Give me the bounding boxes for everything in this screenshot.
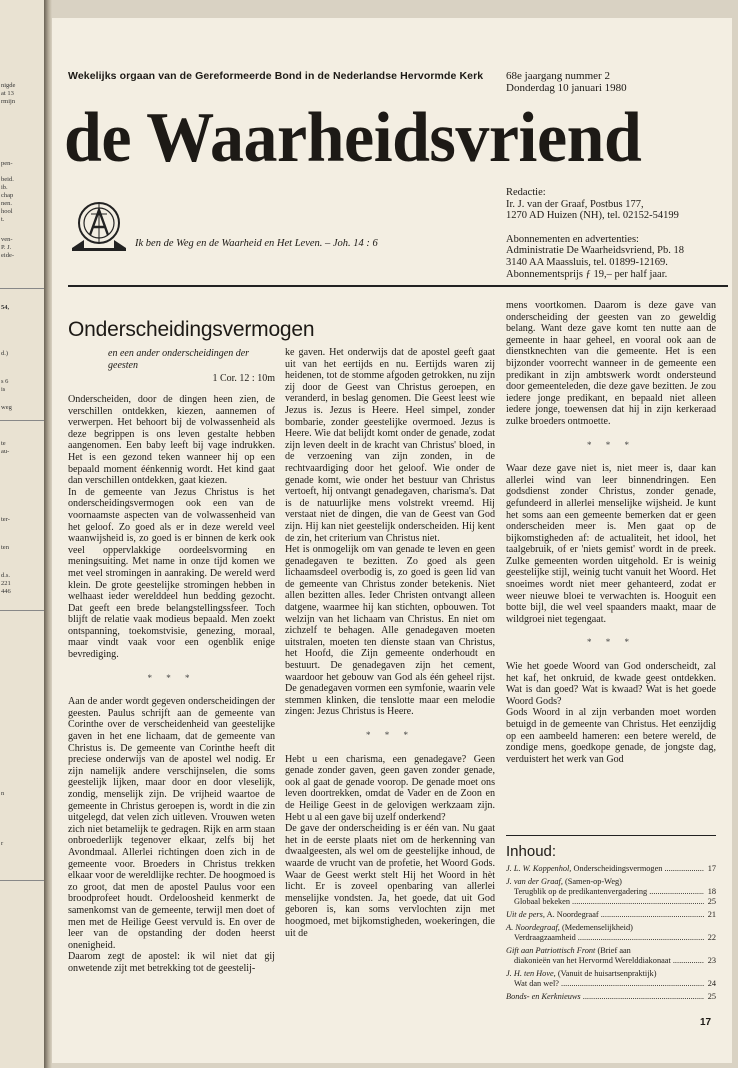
toc-page xyxy=(704,923,716,933)
prev-text-fragment: nen. xyxy=(1,200,13,207)
book-gutter xyxy=(44,0,52,1068)
section-separator: * * * xyxy=(587,439,635,450)
motto: Ik ben de Weg en de Waarheid en Het Leven. – Joh. 14 : 6 xyxy=(135,238,378,249)
toc-entry-title: Verdraagzaamheid ..... xyxy=(514,933,704,943)
redaction-line: Ir. J. van der Graaf, Postbus 177, xyxy=(506,198,644,210)
redaction-label: Redactie: xyxy=(506,187,546,198)
toc-page xyxy=(704,946,716,956)
prev-rule xyxy=(0,288,44,289)
paragraph: Onderscheiden, door de dingen heen zien, de verschillen ontdekken, kiezen, aannemen of verwerpen. Het behoort bij de volwassenheid als deze begrippen is ons leven gestalte hebben aangenomen. Een baby leeft bij vage indrukken. Het is een gezond teken wanneer hij op een bepaald moment éénkennig wordt. Het kind gaat dan verschillen ontdekken, gaat kiezen. xyxy=(68,394,275,487)
paragraph: Waar deze gave niet is, niet meer is, daar kan allerlei wind van leer binnendringen. Een godsdienst zonder Christus, zonder genade, gefundeerd in allerlei menselijke wijsheid. Je kunt het soms aan een gemeente bemerken dat er geen onderscheiden meer is. Men gaat op de bijkomstigheden af: de actualiteit, het idool, het taalgebruik, of er 'niets gemist' wordt in de preek. Zulke gemeenten worden uitgehold. Er is weinig geestelijke stijl, weinig tucht vanuit het Woord. Het snoeimes wordt niet meer gehanteerd, zodat er weer nieuwe bloei te verwachten is. Hooguit een botte bijl, die wel veel spaanders maakt, maar de wildgroei niet tegengaat. xyxy=(506,463,716,625)
prev-text-fragment: d.s. xyxy=(1,572,11,579)
article-column-1 xyxy=(68,394,275,975)
toc-entry-title: (Brief aan xyxy=(597,946,631,955)
section-separator: * * * xyxy=(366,730,414,740)
article-subtitle: en een ander onderscheidingen der geesten xyxy=(108,348,250,371)
toc-entry-title: Terugblik op de predikantenvergadering ..... xyxy=(514,887,704,897)
prev-rule xyxy=(0,420,44,421)
paragraph: Wie het goede Woord van God onderscheidt, zal het kaf, het onkruid, de kwade geest ontdekken. Wat is dan goed? Wat is kwaad? Wat is het goede Woord Gods? xyxy=(506,661,716,707)
toc-author: Gift aan Patriottisch Front xyxy=(506,946,596,955)
toc-entry-title: (Medemenselijkheid) xyxy=(561,923,633,932)
article-title: Onderscheidingsvermogen xyxy=(68,318,315,341)
paragraph: Aan de ander wordt gegeven onderscheidingen der geesten. Paulus schrijft aan de gemeente van Corinthe over de verscheidenheid van geestelijke gaven in het ene lichaam, dat de gemeente van Christus is. De gemeente van Corinthe heeft dit preciese onderwijs van de apostel wel nodig. Er zijn namelijk andere verschijnselen, die soms geestelijk lijken, maar door en door vleselijk, zondig, menselijk zijn. De vrijheid waartoe de gemeente in Christus geroepen is, wordt in die zin uitgelegd, dat velen zich uitleven. Vrouwen weten zich niet betamelijk te gedragen. Rijk en arm staan onbroederlijk tegenover elkaar, zelfs bij het Avondmaal. Allerlei richtingen doen zich in de gemeente voor. Broeders in Christus trekken elkaar voor de wereldlijke rechter. De hoogmoed is zo groot, dat men de apostel Paulus voor een broodprofeet houdt. Ordeloosheid kenmerkt de samenkomst van de gemeente, terwijl men doet of men met de Heilige Geest vervuld is. En over de leer van de opstanding der doden heerst onenigheid. xyxy=(68,696,275,951)
paragraph: Het is onmogelijk om van genade te leven en geen genadegaven te bezitten. Zo goed als geen lichaamsdeel overbodig is, zo goed is geen lid van de gemeente van Christus zonder betekenis. Niet allen bezitten alles. Ieder Christen ontvangt alleen datgene, waarmee hij kan stichten, opbouwen. Tot welzijn van het lichaam van Christus. En niet om zichzelf te behagen. Alle genadegaven moeten uitstralen, moeten ten dienste staan van Christus, het Hoofd, die Zijn gemeente onderhoudt en bestuurt. De genadegaven zijn het cement, waardoor het gebouw van God als één geheel rijst. De genadegaven vormen een symfonie, waarin vele stemmen klinken, die tenslotte maar een melodie zingen: Jezus Christus is Heere. xyxy=(285,544,495,718)
paragraph: De gave der onderscheiding is er één van. Nu gaat het in de eerste plaats niet om de herkenning van dwaalgeesten, als wel om de geestelijke inhoud, de waarde de vrucht van de profetie, het Woord Gods. Waar de Geest werkt stelt Hij het Woord in hèt licht. Er is zoveel openbaring van allerlei menselijke vondsten. Ja, het goede, dat uit God geboren is, kan soms vervlochten zijn met hoogmoed, met bijkomstigheden, woekeringen, die uit de xyxy=(285,823,495,939)
prev-text-fragment: nigde xyxy=(1,82,16,89)
prev-text-fragment: ven- xyxy=(1,236,13,243)
toc-author: J. L. W. Koppenhol, xyxy=(506,864,572,873)
toc-divider xyxy=(506,835,716,836)
prev-text-fragment: r xyxy=(1,840,4,847)
subscription-line: 3140 AA Maassluis, tel. 01899-12169. xyxy=(506,256,668,268)
toc-entry-title: Wat dan wel? ..... xyxy=(514,979,704,989)
prev-text-fragment: rmijn xyxy=(1,98,16,105)
previous-page-strip xyxy=(0,0,44,1068)
toc-entry-title: (Samen-op-Weg) xyxy=(565,877,622,886)
redaction-info xyxy=(506,187,726,280)
toc-page xyxy=(704,877,716,887)
toc-page: 18 xyxy=(707,887,716,896)
subscription-label: Abonnementen en advertenties: xyxy=(506,233,639,245)
toc-entry xyxy=(506,956,716,966)
toc-page: 21 xyxy=(707,910,716,919)
subscription-line: Administratie De Waarheidsvriend, Pb. 18 xyxy=(506,245,685,257)
page-number: 17 xyxy=(700,1017,712,1028)
toc-page xyxy=(704,969,716,979)
toc-page: 25 xyxy=(707,992,716,1001)
toc-title: Inhoud: xyxy=(506,843,557,860)
paragraph: In de gemeente van Jezus Christus is het onderscheidingsvermogen ook een van de voornaamste aspecten van de volwassenheid van het geloof. Zo goed als er in deze wereld veel waanwijsheid is, zo goed is er binnen de kerk ook veel oppervlakkige oordeelsvorming en meningsuiting. Met name in onze tijd komen we met veel stromingen in aanraking. De wereld werd klein. De grote geestelijke stromingen hebben in welhaast ieder werelddeel hun bedding gezocht. Dat geeft een brede belangstellingssfeer. Toch blijft de relatie vaak modieus bepaald. Men zoekt ontspanning, toekomstvisie, genezing, moraal, maar vindt vaak voor een ogenblik enige bevrediging. xyxy=(68,486,275,661)
toc-entry xyxy=(506,946,716,956)
toc-page: 23 xyxy=(707,956,716,965)
subscription-price: Abonnementsprijs ƒ 19,– per half jaar. xyxy=(506,268,668,280)
masthead-title: de Waarheidsvriend xyxy=(64,96,642,177)
publication-subtitle: Wekelijks orgaan van de Gereformeerde Bond in de Nederlandse Hervormde Kerk xyxy=(68,70,484,82)
toc-entry-title: Onderscheidingsvermogen xyxy=(573,864,663,873)
toc-author: Uit de pers, xyxy=(506,910,545,919)
toc-entry xyxy=(506,897,716,907)
prev-text-fragment: weg xyxy=(1,404,12,411)
toc-entry xyxy=(506,877,716,887)
prev-text-fragment: ib. xyxy=(1,184,8,191)
prev-text-fragment: 54, xyxy=(1,304,10,311)
toc-author: J. van der Graaf, xyxy=(506,877,563,886)
prev-text-fragment: 221 xyxy=(1,580,11,587)
toc-page: 22 xyxy=(707,933,716,942)
toc-page: 25 xyxy=(707,897,716,906)
section-separator: * * * xyxy=(587,637,635,648)
header-divider xyxy=(68,285,728,287)
prev-text-fragment: P. J. xyxy=(1,244,12,251)
prev-text-fragment: t. xyxy=(1,216,5,223)
toc-entry-title: diakonieën van het Hervormd Werelddiakonaat ..... xyxy=(514,956,704,966)
prev-text-fragment: 446 xyxy=(1,588,11,595)
toc-entry xyxy=(506,969,716,979)
toc-entry xyxy=(506,933,716,943)
prev-text-fragment: is xyxy=(1,386,6,393)
paragraph: Hebt u een charisma, een genadegave? Geen genade zonder gaven, geen gaven zonder genade, ook al gaat de genade voorop. De genade moet ons leven doortrekken, omdat de Vader en de Zoon en de Heilige Geest in de gelovigen werkzaam zijn. Hebt u al een gave bij uzelf onderkend? xyxy=(285,753,495,823)
issue-date: Donderdag 10 januari 1980 xyxy=(506,82,627,94)
toc-entry xyxy=(506,923,716,933)
prev-text-fragment: n xyxy=(1,790,5,797)
bible-reference: 1 Cor. 12 : 10m xyxy=(212,373,275,384)
toc-entry-title: Globaal bekeken ..... xyxy=(514,897,704,907)
toc-author: J. H. ten Hove, xyxy=(506,969,556,978)
prev-text-fragment: hool xyxy=(1,208,13,215)
prev-text-fragment: chap xyxy=(1,192,14,199)
prev-text-fragment: au- xyxy=(1,448,10,455)
prev-rule xyxy=(0,610,44,611)
prev-text-fragment: d.) xyxy=(1,350,9,357)
toc-author: A. Noordegraaf, xyxy=(506,923,560,932)
article-column-3 xyxy=(506,300,716,765)
section-separator: * * * xyxy=(147,672,196,683)
paragraph: Daarom zegt de apostel: ik wil niet dat gij onwetende zijt met betrekking tot de geestelij- xyxy=(68,951,275,974)
prev-text-fragment: eide- xyxy=(1,252,14,259)
issue-volume: 68e jaargang nummer 2 xyxy=(506,70,610,82)
prev-text-fragment: pen- xyxy=(1,160,13,167)
prev-text-fragment: s 6 xyxy=(1,378,9,385)
prev-rule xyxy=(0,880,44,881)
paragraph: mens voortkomen. Daarom is deze gave van onderscheiding der geesten van zo geweldig belang. Want deze gave komt ten nutte aan de gemeente in haar geheel, en vooral ook aan de dienstknechten van die gemeente. Het is een bijzonder voorrecht wanneer in de gemeente een predikant in zijn ambtswerk wordt ondersteund door gemeenteleden, die deze gave bezitten. Je zou iedere jonge predikant, en bepaald niet alleen iedere jonge, toewensen dat hij in zijn kerkeraad zulke broeders ontmoette. xyxy=(506,300,716,427)
article-column-2 xyxy=(285,347,495,939)
toc-page: 17 xyxy=(707,864,716,873)
toc-entry xyxy=(506,979,716,989)
gereformeerde-bond-logo-icon xyxy=(70,198,128,254)
toc-entry xyxy=(506,887,716,897)
paragraph: ke gaven. Het onderwijs dat de apostel geeft gaat uit van het eertijds en nu. Eertijds waren zij heidenen, tot de stomme afgoden getrokken, nu zijn zij door de Geest van Christus geroepen, en veranderd, in beslag genomen. Die Geest leest wie Jezus is. Jezus is Heere. Heel simpel, zonder bombarie, zonder geestelijke overmoed. Jezus is Heere. Wie dat belijdt komt onder de genade, zodat zijn leven deelt in de kracht van Christus' bloed, in de verzoening van zijn zonden, in de rechtvaardiging door het geloof. Wie onder de genade komt, wie onder het bestuur van Christus vertoeft, hij ontvangt genadegaven, charisma's. Dat is de natuurlijke mens volstrekt vreemd. Hij verstaat niet de dingen, die van de Geest van God zijn. Hij kan niet geestelijk onderscheiden. Hij kent de zin, het criterium van Christus niet. xyxy=(285,347,495,544)
toc-entry-title: A. Noordegraaf xyxy=(546,910,599,919)
prev-text-fragment: te xyxy=(1,440,6,447)
toc-entry xyxy=(506,864,716,874)
toc-author: Bonds- en Kerknieuws xyxy=(506,992,581,1001)
toc-page: 24 xyxy=(707,979,716,988)
prev-text-fragment: at 13 xyxy=(1,90,14,97)
issue-info xyxy=(506,70,627,94)
prev-text-fragment: ter- xyxy=(1,516,10,523)
redaction-line: 1270 AD Huizen (NH), tel. 02152-54199 xyxy=(506,210,679,222)
prev-text-fragment: ten xyxy=(1,544,9,551)
toc-entry xyxy=(506,910,716,920)
toc-entry xyxy=(506,992,716,1002)
toc-entry-title: (Vanuit de huisartsenpraktijk) xyxy=(557,969,657,978)
table-of-contents xyxy=(506,864,716,1005)
paragraph: Gods Woord in al zijn verbanden moet worden betuigd in de gemeente van Christus. Het eenzijdig op een aambeeld hameren: een betere wereld, de zondige mens, goedkope genade, de jongste dag, verduistert het werk van God xyxy=(506,707,716,765)
prev-text-fragment: beid. xyxy=(1,176,14,183)
